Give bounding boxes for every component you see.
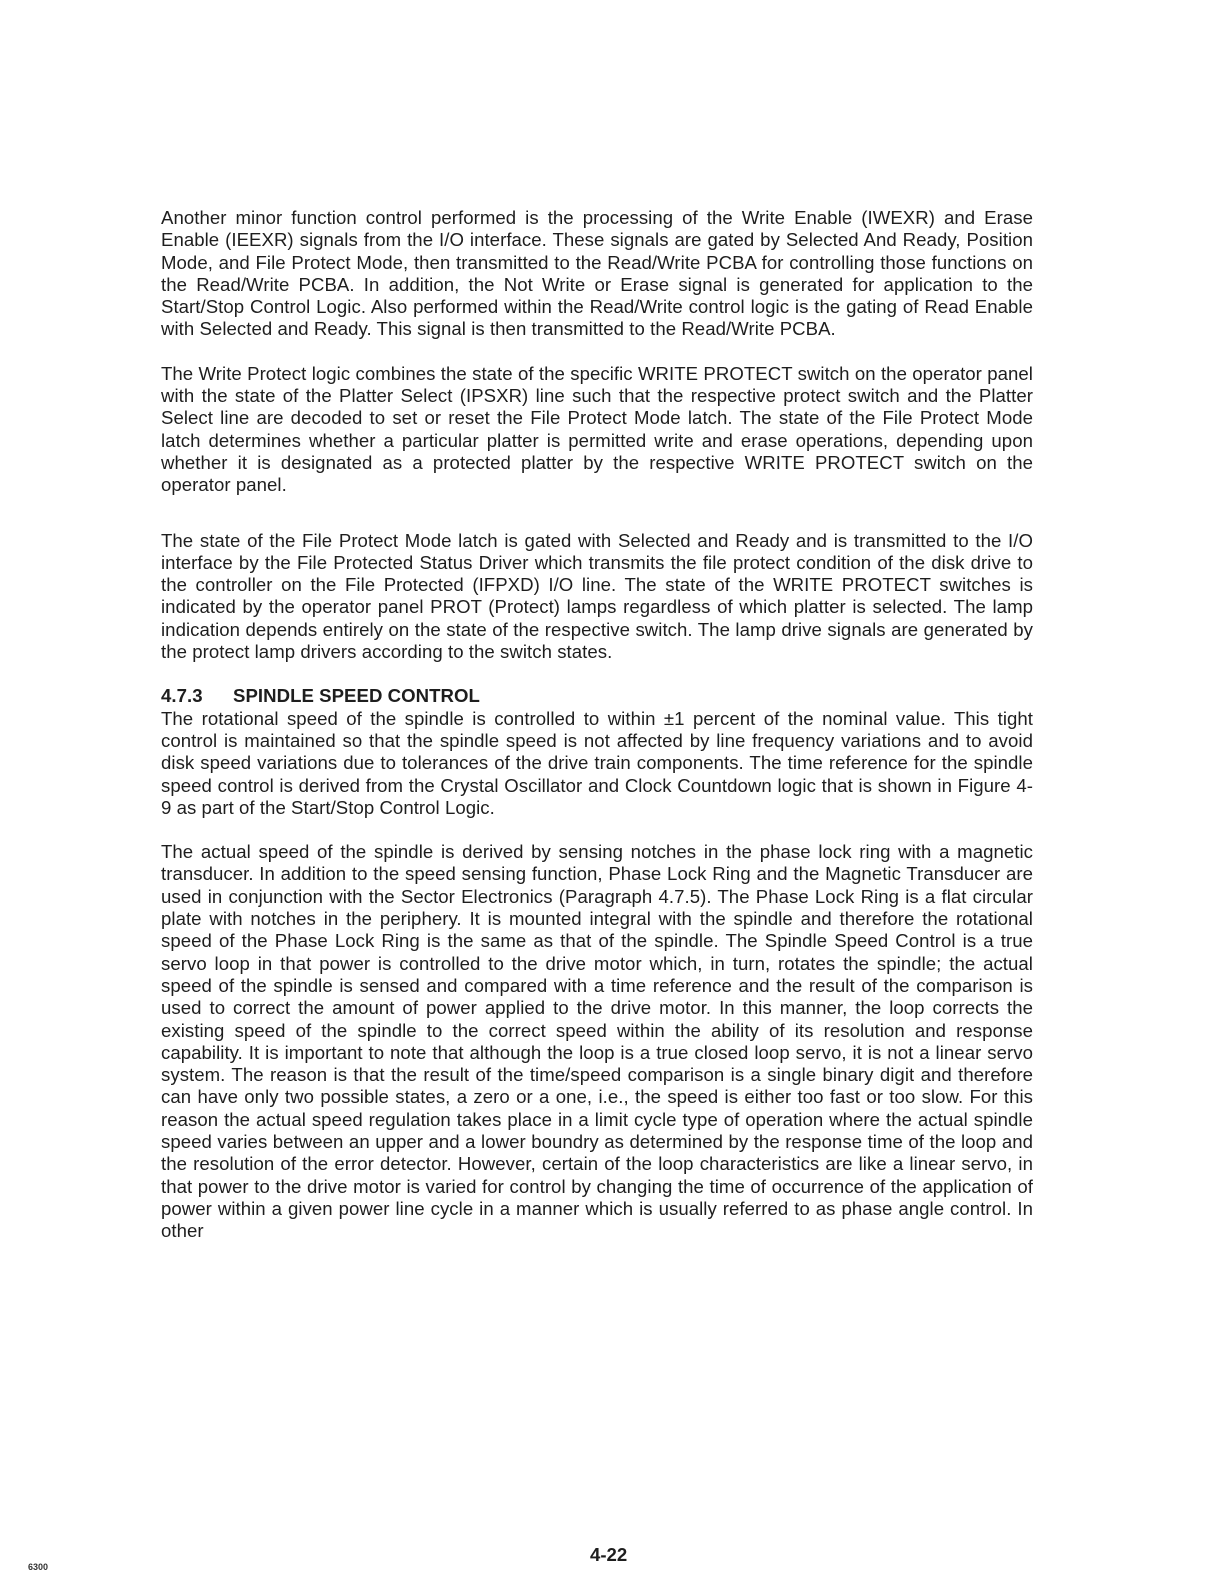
paragraph-spacer bbox=[161, 341, 1033, 363]
paragraph-spacer bbox=[161, 497, 1033, 530]
section-number: 4.7.3 bbox=[161, 685, 203, 707]
form-code: 6300 bbox=[28, 1562, 49, 1572]
paragraph-spacer bbox=[161, 663, 1033, 685]
section-heading bbox=[161, 685, 1033, 707]
section-title: SPINDLE SPEED CONTROL bbox=[233, 685, 480, 707]
paragraph-rotational-speed: The rotational speed of the spindle is controlled to within ±1 percent of the nominal value. This tight control is maintained so that the spindle speed is not affected by line frequency variations and to avoid disk speed variations due to tolerances of the drive train components. The time reference for the spindle speed control is derived from the Crystal Oscillator and Clock Countdown logic that is shown in Figure 4-9 as part of the Start/Stop Control Logic. bbox=[161, 707, 1033, 818]
page-body bbox=[161, 207, 1033, 1242]
paragraph-write-enable: Another minor function control performed is the processing of the Write Enable (IWEXR) and Erase Enable (IEEXR) signals from the I/O interface. These signals are gated by Selected And Ready, Position Mode, and File Protect Mode, then transmitted to the Read/Write PCBA for controlling those functions on the Read/Write PCBA. In addition, the Not Write or Erase signal is generated for application to the Start/Stop Control Logic. Also performed within the Read/Write control logic is the gating of Read Enable with Selected and Ready. This signal is then transmitted to the Read/Write PCBA. bbox=[161, 207, 1033, 340]
paragraph-actual-speed: The actual speed of the spindle is derived by sensing notches in the phase lock ring with a magnetic transducer. In addition to the speed sensing function, Phase Lock Ring and the Magnetic Transducer are used in conjunction with the Sector Electronics (Paragraph 4.7.5). The Phase Lock Ring is a flat circular plate with notches in the periphery. It is mounted integral with the spindle and therefore the rotational speed of the Phase Lock Ring is the same as that of the spindle. The Spindle Speed Control is a true servo loop in that power is controlled to the drive motor which, in turn, rotates the spindle; the actual speed of the spindle is sensed and compared with a time reference and the result of the comparison is used to correct the amount of power applied to the drive motor. In this manner, the loop corrects the existing speed of the spindle to the correct speed within the ability of its resolution and response capability. It is important to note that although the loop is a true closed loop servo, it is not a linear servo system. The reason is that the result of the time/speed comparison is a single binary digit and therefore can have only two possible states, a zero or a one, i.e., the speed is either too fast or too slow. For this reason the actual speed regulation takes place in a limit cycle type of operation where the actual spindle speed varies between an upper and a lower boundry as determined by the response time of the loop and the resolution of the error detector. However, certain of the loop characteristics are like a linear servo, in that power to the drive motor is varied for control by changing the time of occurrence of the application of power within a given power line cycle in a manner which is usually referred to as phase angle control. In other bbox=[161, 841, 1033, 1242]
page-number: 4-22 bbox=[590, 1544, 628, 1565]
paragraph-spacer bbox=[161, 819, 1033, 841]
paragraph-file-protect-latch: The state of the File Protect Mode latch is gated with Selected and Ready and is transmitted to the I/O interface by the File Protected Status Driver which transmits the file protect condition of the disk drive to the controller on the File Protected (IFPXD) I/O line. The state of the WRITE PROTECT switches is indicated by the operator panel PROT (Protect) lamps regardless of which platter is selected. The lamp indication depends entirely on the state of the respective switch. The lamp drive signals are generated by the protect lamp drivers according to the switch states. bbox=[161, 529, 1033, 663]
paragraph-write-protect-logic: The Write Protect logic combines the state of the specific WRITE PROTECT switch on the operator panel with the state of the Platter Select (IPSXR) line such that the respective protect switch and the Platter Select line are decoded to set or reset the File Protect Mode latch. The state of the File Protect Mode latch determines whether a particular platter is permitted write and erase operations, depending upon whether it is designated as a protected platter by the respective WRITE PROTECT switch on the operator panel. bbox=[161, 362, 1033, 496]
